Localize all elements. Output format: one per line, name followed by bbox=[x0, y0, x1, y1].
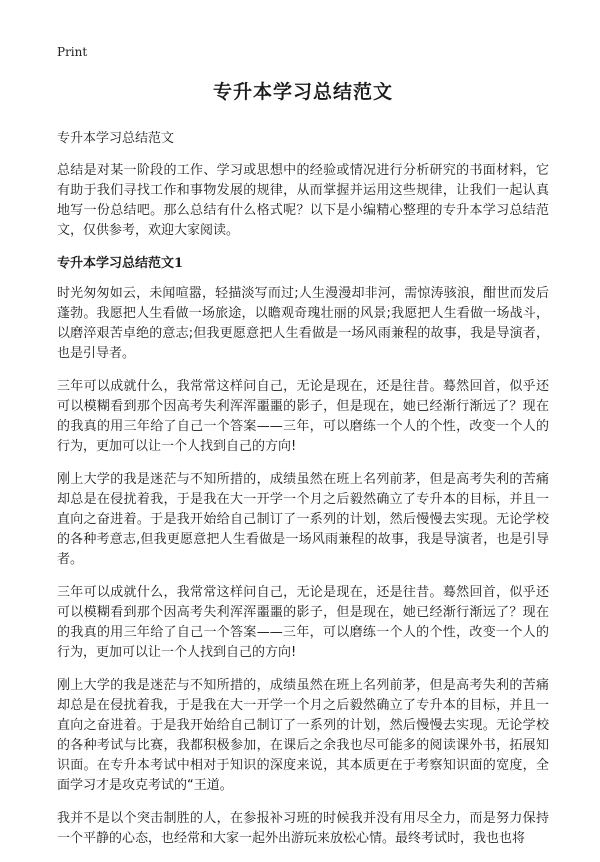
body-paragraph: 我并不是以个突击制胜的人，在参报补习班的时候我并没有用尽全力，而是努力保持一个平静的心态，也经常和大家一起外出游玩来放松心情。最终考试时，我也也将 bbox=[57, 811, 549, 846]
body-paragraph: 三年可以成就什么，我常常这样问自己，无论是现在，还是往昔。蓦然回首，似乎还可以模糊看到那个因高考失利浑浑噩噩的影子，但是现在，她已经渐行渐远了？现在的我真的用三年给了自己一个答案——三年，可以磨练一个人的个性，改变一个人的行为，更加可以让一个人找到自己的方向! bbox=[57, 379, 549, 454]
body-paragraph: 三年可以成就什么，我常常这样问自己，无论是现在，还是往昔。蓦然回首，似乎还可以模糊看到那个因高考失利浑浑噩噩的影子，但是现在，她已经渐行渐远了？现在的我真的用三年给了自己一个答案——三年，可以磨练一个人的个性，改变一个人的行为，更加可以让一个人找到自己的方向! bbox=[57, 585, 549, 660]
document-body bbox=[57, 75, 549, 862]
body-paragraph: 刚上大学的我是迷茫与不知所措的，成绩虽然在班上名列前茅，但是高考失利的苦痛却总是在侵扰着我，于是我在大一开学一个月之后毅然确立了专升本的目标，并且一直向之奋进着。于是我开始给自己制订了一系列的计划，然后慢慢去实现。无论学校的各种考意志,但我更愿意把人生看做是一场风雨兼程的故事，我是导演者，也是引导者。 bbox=[57, 472, 549, 567]
intro-paragraph: 总结是对某一阶段的工作、学习或思想中的经验或情况进行分析研究的书面材料，它有助于我们寻找工作和事物发展的规律，从而掌握并运用这些规律，让我们一起认真地写一份总结吧。那么总结有什么格式呢？以下是小编精心整理的专升本学习总结范文，仅供参考，欢迎大家阅读。 bbox=[57, 163, 549, 238]
document-subtitle: 专升本学习总结范文 bbox=[57, 131, 175, 146]
print-link[interactable]: Print bbox=[57, 45, 88, 59]
document-title: 专升本学习总结范文 bbox=[212, 81, 393, 103]
section-heading: 专升本学习总结范文1 bbox=[57, 256, 184, 271]
body-paragraph: 时光匆匆如云，未闻喧嚣，轻描淡写而过;人生漫漫却非河，需惊涛骇浪，酣世而发后蓬勃。我愿把人生看做一场旅途，以瞻观奇瑰壮丽的风景;我愿把人生看做一场战斗，以磨淬艰苦卓绝的意志;但我更愿意把人生看做是一场风雨兼程的故事，我是导演者，也是引导者。 bbox=[57, 286, 549, 361]
body-paragraph: 刚上大学的我是迷茫与不知所措的，成绩虽然在班上名列前茅，但是高考失利的苦痛却总是在侵扰着我，于是我在大一开学一个月之后毅然确立了专升本的目标，并且一直向之奋进着。于是我开始给自己制订了一系列的计划，然后慢慢去实现。无论学校的各种考试与比赛，我都积极参加，在课后之余我也尽可能多的阅读课外书，拓展知识面。在专升本考试中相对于知识的深度来说，其本质更在于考察知识面的宽度，全面学习才是攻克考试的“王道。 bbox=[57, 678, 549, 793]
